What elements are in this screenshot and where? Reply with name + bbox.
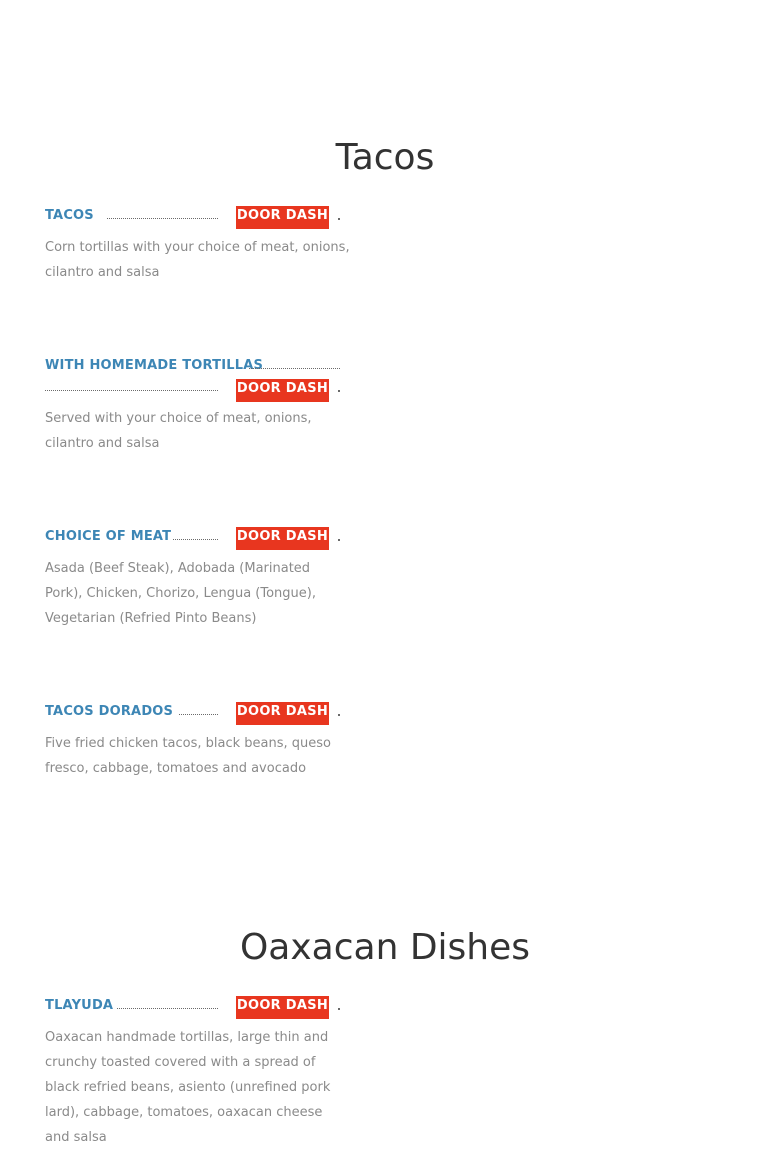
item-description: Served with your choice of meat, onions, cilantro and salsa bbox=[45, 411, 312, 451]
divider-mark bbox=[338, 539, 340, 541]
dot-leader bbox=[179, 714, 218, 715]
menu-item-tacos-dorados bbox=[45, 700, 350, 776]
item-name: TACOS DORADOS bbox=[45, 704, 174, 719]
divider-mark bbox=[338, 1008, 340, 1010]
menu-item-tlayuda bbox=[45, 994, 350, 1145]
item-name: CHOICE OF MEAT bbox=[45, 529, 172, 544]
item-name: TACOS bbox=[45, 208, 94, 223]
door-dash-button[interactable]: DOOR DASH bbox=[236, 527, 329, 550]
section-title-oaxacan-dishes: Oaxacan Dishes bbox=[239, 927, 531, 968]
item-name: WITH HOMEMADE TORTILLAS bbox=[45, 358, 264, 373]
door-dash-button[interactable]: DOOR DASH bbox=[236, 702, 329, 725]
section-title-tacos: Tacos bbox=[335, 137, 435, 178]
item-description: Five fried chicken tacos, black beans, queso fresco, cabbage, tomatoes and avocado bbox=[45, 736, 332, 776]
divider-mark bbox=[338, 218, 340, 220]
item-description: Oaxacan handmade tortillas, large thin and crunchy toasted covered with a spread of black refried beans, asiento (unrefined pork lard), cabbage, tomatoes, oaxacan cheese and salsa bbox=[45, 1030, 331, 1145]
menu-item-tacos bbox=[45, 204, 350, 280]
door-dash-button[interactable]: DOOR DASH bbox=[236, 379, 329, 402]
item-description: Asada (Beef Steak), Adobada (Marinated Pork), Chicken, Chorizo, Lengua (Tongue), Vegetarian (Refried Pinto Beans) bbox=[45, 561, 316, 626]
menu-item-choice-of-meat bbox=[45, 525, 350, 626]
divider-mark bbox=[338, 714, 340, 716]
dot-leader bbox=[249, 368, 340, 369]
menu-item-homemade-tortillas bbox=[45, 354, 350, 451]
dot-leader bbox=[173, 539, 218, 540]
dot-leader bbox=[117, 1008, 218, 1009]
divider-mark bbox=[338, 390, 340, 392]
door-dash-button[interactable]: DOOR DASH bbox=[236, 996, 329, 1019]
dot-leader bbox=[107, 218, 218, 219]
door-dash-button[interactable]: DOOR DASH bbox=[236, 206, 329, 229]
dot-leader bbox=[45, 390, 218, 391]
item-description: Corn tortillas with your choice of meat, onions, cilantro and salsa bbox=[45, 240, 350, 280]
item-name: TLAYUDA bbox=[45, 998, 114, 1013]
